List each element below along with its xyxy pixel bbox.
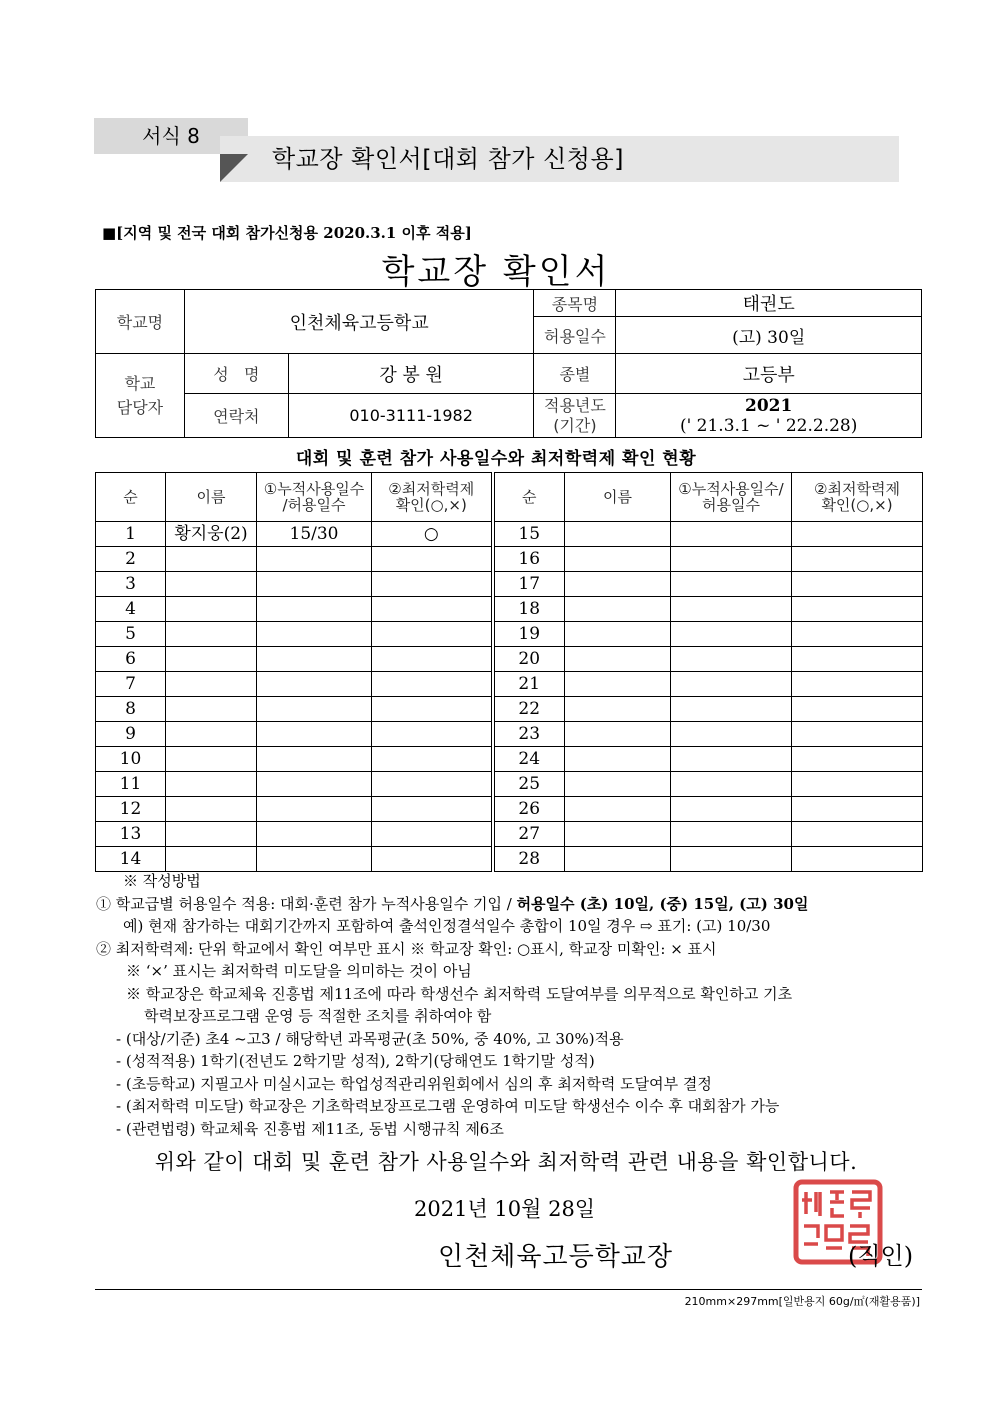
row-name [166, 672, 257, 697]
row-check-2 [792, 847, 923, 872]
row-no-2: 26 [493, 797, 565, 822]
category-value: 고등부 [616, 354, 922, 394]
title-bar-corner [220, 154, 248, 182]
row-days [257, 547, 372, 572]
table-row [96, 547, 923, 572]
row-check-2 [792, 822, 923, 847]
footer-divider [95, 1289, 922, 1290]
school-label: 학교명 [96, 290, 185, 354]
row-name [166, 622, 257, 647]
info-table [95, 289, 922, 438]
row-days-2 [671, 572, 792, 597]
instructions [96, 870, 926, 1140]
row-days [257, 672, 372, 697]
row-check [372, 747, 493, 772]
row-no-2: 17 [493, 572, 565, 597]
row-check-2 [792, 622, 923, 647]
row-name-2 [565, 672, 671, 697]
instruction-line-1-text: ① 학교급별 허용일수 적용: 대회·훈련 참가 누적사용일수 기입 / [96, 894, 517, 913]
row-no: 6 [96, 647, 166, 672]
instruction-line-2: 예) 현재 참가하는 대회기간까지 포함하여 출석인정결석일수 총합이 10일 경우 ⇨ 표기: (고) 10/30 [123, 917, 771, 935]
paper-spec: 210mm×297mm[일반용지 60g/㎡(재활용품)] [684, 1295, 920, 1308]
row-days [257, 747, 372, 772]
table-row [96, 772, 923, 797]
row-no: 13 [96, 822, 166, 847]
row-check [372, 547, 493, 572]
row-days-2 [671, 847, 792, 872]
row-name [166, 647, 257, 672]
row-days-2 [671, 622, 792, 647]
col-header-no-2: 순 [493, 473, 565, 522]
row-days [257, 722, 372, 747]
table-row [96, 572, 923, 597]
col-header-name-2: 이름 [565, 473, 671, 522]
table-row [96, 597, 923, 622]
row-name-2 [565, 772, 671, 797]
row-days-2 [671, 647, 792, 672]
row-days [257, 647, 372, 672]
row-name [166, 822, 257, 847]
row-check-2 [792, 522, 923, 547]
row-name-2 [565, 847, 671, 872]
row-no: 2 [96, 547, 166, 572]
instruction-line-8: - (성적적용) 1학기(전년도 2학기말 성적), 2학기(당해연도 1학기말 성적) [116, 1052, 595, 1070]
table-row [96, 847, 923, 872]
row-name [166, 772, 257, 797]
row-check-2 [792, 597, 923, 622]
row-check-2 [792, 672, 923, 697]
row-no: 9 [96, 722, 166, 747]
instruction-line-10: - (최저학력 미도달) 학교장은 기초학력보장프로그램 운영하여 미도달 학생선수 이수 후 대회참가 가능 [116, 1097, 780, 1115]
row-days-2 [671, 697, 792, 722]
row-days-2 [671, 597, 792, 622]
row-name-2 [565, 547, 671, 572]
row-days-2 [671, 522, 792, 547]
year-label: 적용년도 (기간) [534, 394, 616, 438]
participation-table [95, 472, 923, 872]
row-name [166, 547, 257, 572]
row-days [257, 847, 372, 872]
row-no: 7 [96, 672, 166, 697]
name-label: 성 명 [184, 354, 288, 394]
col-header-check-2: ②최저학력제 확인(○,×) [792, 473, 923, 522]
form-title: 학교장 확인서[대회 참가 신청용] [272, 145, 625, 173]
contact-value: 010-3111-1982 [288, 394, 534, 438]
year-value: 2021 [745, 395, 793, 416]
row-no: 14 [96, 847, 166, 872]
status-title: 대회 및 훈련 참가 사용일수와 최저학력제 확인 현황 [295, 449, 697, 469]
event-value: 태권도 [616, 290, 922, 317]
row-name [166, 722, 257, 747]
table-row [96, 797, 923, 822]
instruction-line-5: ※ 학교장은 학교체육 진흥법 제11조에 따라 학생선수 최저학력 도달여부를 의무적으로 확인하고 기초 [126, 984, 793, 1003]
row-name-2 [565, 647, 671, 672]
document-title: 학교장 확인서 [381, 252, 611, 292]
table-row [96, 672, 923, 697]
col-header-name: 이름 [166, 473, 257, 522]
instructions-heading: ※ 작성방법 [123, 872, 201, 890]
row-no: 5 [96, 622, 166, 647]
allowed-days-value: (고) 30일 [616, 317, 922, 354]
row-days-2 [671, 672, 792, 697]
row-days [257, 622, 372, 647]
period-value: (' 21.3.1 ~ ' 22.2.28) [679, 415, 858, 436]
row-no: 10 [96, 747, 166, 772]
row-name-2 [565, 697, 671, 722]
row-no-2: 22 [493, 697, 565, 722]
col-header-days: ①누적사용일수 /허용일수 [257, 473, 372, 522]
row-days [257, 822, 372, 847]
row-days: 15/30 [257, 522, 372, 547]
instruction-line-11: - (관련법령) 학교체육 진흥법 제11조, 동법 시행규칙 제6조 [116, 1119, 504, 1138]
row-no-2: 28 [493, 847, 565, 872]
row-name [166, 797, 257, 822]
row-no-2: 23 [493, 722, 565, 747]
row-check-2 [792, 747, 923, 772]
row-name [166, 572, 257, 597]
table-row [96, 622, 923, 647]
table-row [96, 822, 923, 847]
row-name-2 [565, 522, 671, 547]
row-days-2 [671, 822, 792, 847]
row-days-2 [671, 797, 792, 822]
row-check-2 [792, 772, 923, 797]
issue-date: 2021년 10월 28일 [414, 1197, 596, 1221]
seal-label: (직인) [848, 1242, 914, 1270]
table-row [96, 747, 923, 772]
row-check-2 [792, 572, 923, 597]
row-no: 3 [96, 572, 166, 597]
row-name: 황지웅(2) [166, 522, 257, 547]
row-name [166, 847, 257, 872]
instruction-line-1-bold: 허용일수 (초) 10일, (중) 15일, (고) 30일 [516, 894, 809, 913]
row-no: 1 [96, 522, 166, 547]
applicability-note: ■[지역 및 전국 대회 참가신청용 2020.3.1 이후 적용] [102, 224, 472, 242]
row-name-2 [565, 822, 671, 847]
row-check: ○ [372, 522, 493, 547]
row-days [257, 572, 372, 597]
row-no: 12 [96, 797, 166, 822]
row-days-2 [671, 772, 792, 797]
table-row [96, 722, 923, 747]
row-check [372, 722, 493, 747]
row-check-2 [792, 697, 923, 722]
instruction-line-9: - (초등학교) 지필고사 미실시교는 학업성적관리위원회에서 심의 후 최저학력 도달여부 결정 [116, 1074, 712, 1093]
confirmation-statement: 위와 같이 대회 및 훈련 참가 사용일수와 최저학력 관련 내용을 확인합니다. [154, 1150, 858, 1174]
row-check [372, 822, 493, 847]
manager-label: 학교 담당자 [96, 354, 185, 438]
row-check [372, 622, 493, 647]
row-days-2 [671, 547, 792, 572]
row-name [166, 597, 257, 622]
row-no-2: 16 [493, 547, 565, 572]
table-row [96, 697, 923, 722]
row-name-2 [565, 572, 671, 597]
row-days [257, 772, 372, 797]
row-no-2: 27 [493, 822, 565, 847]
row-check [372, 697, 493, 722]
school-value: 인천체육고등학교 [184, 290, 534, 354]
instruction-line-7: - (대상/기준) 초4 ~고3 / 해당학년 과목평균(초 50%, 중 40%, 고 30%)적용 [116, 1029, 624, 1048]
table-row [96, 522, 923, 547]
row-check-2 [792, 797, 923, 822]
row-name [166, 747, 257, 772]
name-value: 강 봉 원 [288, 354, 534, 394]
row-check [372, 772, 493, 797]
row-no-2: 21 [493, 672, 565, 697]
row-name [166, 697, 257, 722]
instruction-line-4: ※ ‘×’ 표시는 최저학력 미도달을 의미하는 것이 아님 [126, 962, 472, 980]
instruction-line-1 [96, 893, 926, 916]
row-days [257, 697, 372, 722]
row-days-2 [671, 722, 792, 747]
row-check [372, 672, 493, 697]
row-no-2: 18 [493, 597, 565, 622]
row-name-2 [565, 597, 671, 622]
row-no-2: 15 [493, 522, 565, 547]
row-name-2 [565, 747, 671, 772]
row-no: 8 [96, 697, 166, 722]
row-check [372, 647, 493, 672]
row-no: 4 [96, 597, 166, 622]
row-no-2: 20 [493, 647, 565, 672]
row-check-2 [792, 647, 923, 672]
event-label: 종목명 [534, 290, 616, 317]
row-no-2: 24 [493, 747, 565, 772]
row-name-2 [565, 622, 671, 647]
col-header-check: ②최저학력제 확인(○,×) [372, 473, 493, 522]
row-check [372, 572, 493, 597]
principal-title: 인천체육고등학교장 [438, 1242, 674, 1272]
contact-label: 연락처 [184, 394, 288, 438]
row-name-2 [565, 722, 671, 747]
row-check [372, 797, 493, 822]
allowed-days-label: 허용일수 [534, 317, 616, 354]
row-no: 11 [96, 772, 166, 797]
row-days [257, 597, 372, 622]
row-name-2 [565, 797, 671, 822]
row-no-2: 25 [493, 772, 565, 797]
form-number: 서식 8 [94, 118, 248, 154]
instruction-line-3: ② 최저학력제: 단위 학교에서 확인 여부만 표시 ※ 학교장 확인: ○표시, 학교장 미확인: × 표시 [96, 939, 717, 958]
row-days [257, 797, 372, 822]
row-days-2 [671, 747, 792, 772]
row-check [372, 847, 493, 872]
instruction-line-6: 학력보장프로그램 운영 등 적절한 조치를 취하여야 함 [144, 1007, 492, 1025]
row-check-2 [792, 722, 923, 747]
row-no-2: 19 [493, 622, 565, 647]
col-header-days-2: ①누적사용일수/ 허용일수 [671, 473, 792, 522]
row-check [372, 597, 493, 622]
year-cell [616, 394, 922, 438]
col-header-no: 순 [96, 473, 166, 522]
category-label: 종별 [534, 354, 616, 394]
row-check-2 [792, 547, 923, 572]
table-row [96, 647, 923, 672]
